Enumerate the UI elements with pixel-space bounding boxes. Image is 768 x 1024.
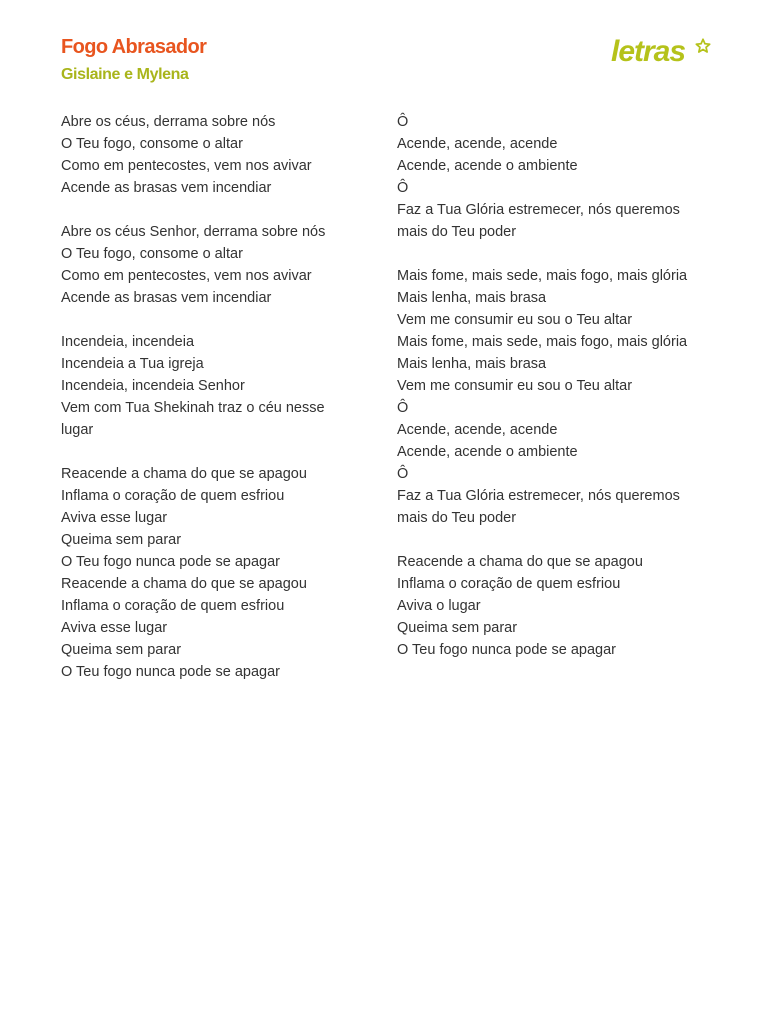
lyric-line: Aviva esse lugar xyxy=(61,510,168,526)
lyric-line: Acende as brasas vem incendiar xyxy=(61,290,272,306)
lyric-line: Mais fome, mais sede, mais fogo, mais glória xyxy=(397,268,688,284)
letras-logo[interactable] xyxy=(611,34,711,70)
lyric-line: Vem com Tua Shekinah traz o céu nesse xyxy=(61,400,325,416)
lyric-line: Incendeia, incendeia xyxy=(61,334,195,350)
lyric-line: Faz a Tua Glória estremecer, nós queremos xyxy=(397,202,680,218)
lyrics-column-left xyxy=(61,111,361,683)
lyric-line: Abre os céus, derrama sobre nós xyxy=(61,114,276,130)
stanza-gap xyxy=(61,441,361,463)
lyric-line: Queima sem parar xyxy=(61,532,182,548)
lyric-line: Aviva o lugar xyxy=(397,598,481,614)
lyric-line: Reacende a chama do que se apagou xyxy=(397,554,643,570)
lyric-line: Ô xyxy=(397,180,409,196)
lyric-line: Incendeia, incendeia Senhor xyxy=(61,378,245,394)
artist-name: Gislaine e Mylena xyxy=(61,66,189,83)
lyric-line: Ô xyxy=(397,466,409,482)
lyrics-column-right xyxy=(397,111,717,661)
lyric-line: Aviva esse lugar xyxy=(61,620,168,636)
lyric-line: Vem me consumir eu sou o Teu altar xyxy=(397,312,633,328)
lyric-line: Vem me consumir eu sou o Teu altar xyxy=(397,378,633,394)
lyric-line: Reacende a chama do que se apagou xyxy=(61,466,307,482)
lyric-line: mais do Teu poder xyxy=(397,224,517,240)
lyric-line: Acende, acende o ambiente xyxy=(397,158,578,174)
stanza-gap xyxy=(397,243,717,265)
lyric-line: Abre os céus Senhor, derrama sobre nós xyxy=(61,224,326,240)
lyric-line: Queima sem parar xyxy=(397,620,518,636)
lyric-line: O Teu fogo nunca pode se apagar xyxy=(61,554,281,570)
lyric-line: O Teu fogo, consome o altar xyxy=(61,136,243,152)
stanza-gap xyxy=(61,199,361,221)
lyric-line: O Teu fogo, consome o altar xyxy=(61,246,243,262)
lyric-line: Incendeia a Tua igreja xyxy=(61,356,204,372)
lyric-line: Reacende a chama do que se apagou xyxy=(61,576,307,592)
lyric-line: Acende, acende o ambiente xyxy=(397,444,578,460)
lyric-line: mais do Teu poder xyxy=(397,510,517,526)
lyric-line: Mais lenha, mais brasa xyxy=(397,290,547,306)
lyric-line: Como em pentecostes, vem nos avivar xyxy=(61,158,312,174)
lyric-line: Acende, acende, acende xyxy=(397,422,558,438)
stanza xyxy=(397,265,717,529)
lyric-line: Acende, acende, acende xyxy=(397,136,558,152)
lyric-line: Inflama o coração de quem esfriou xyxy=(397,576,621,592)
stanza-gap xyxy=(397,529,717,551)
stanza xyxy=(61,463,361,683)
lyric-line: Inflama o coração de quem esfriou xyxy=(61,598,285,614)
stanza xyxy=(397,551,717,661)
song-title: Fogo Abrasador xyxy=(61,36,207,58)
stanza xyxy=(61,221,361,309)
lyric-line: lugar xyxy=(61,422,94,438)
lyric-line: Queima sem parar xyxy=(61,642,182,658)
lyric-line: Mais fome, mais sede, mais fogo, mais glória xyxy=(397,334,688,350)
star-icon xyxy=(695,38,711,54)
song-header xyxy=(61,34,711,94)
stanza xyxy=(61,331,361,441)
stanza xyxy=(397,111,717,243)
lyric-line: Ô xyxy=(397,400,409,416)
stanza xyxy=(61,111,361,199)
lyric-line: O Teu fogo nunca pode se apagar xyxy=(397,642,617,658)
logo-wordmark: letras xyxy=(611,35,686,68)
lyric-line: O Teu fogo nunca pode se apagar xyxy=(61,664,281,680)
lyric-line: Inflama o coração de quem esfriou xyxy=(61,488,285,504)
lyric-line: Mais lenha, mais brasa xyxy=(397,356,547,372)
lyric-line: Acende as brasas vem incendiar xyxy=(61,180,272,196)
lyric-line: Faz a Tua Glória estremecer, nós queremos xyxy=(397,488,680,504)
lyric-line: Ô xyxy=(397,114,409,130)
stanza-gap xyxy=(61,309,361,331)
lyric-line: Como em pentecostes, vem nos avivar xyxy=(61,268,312,284)
